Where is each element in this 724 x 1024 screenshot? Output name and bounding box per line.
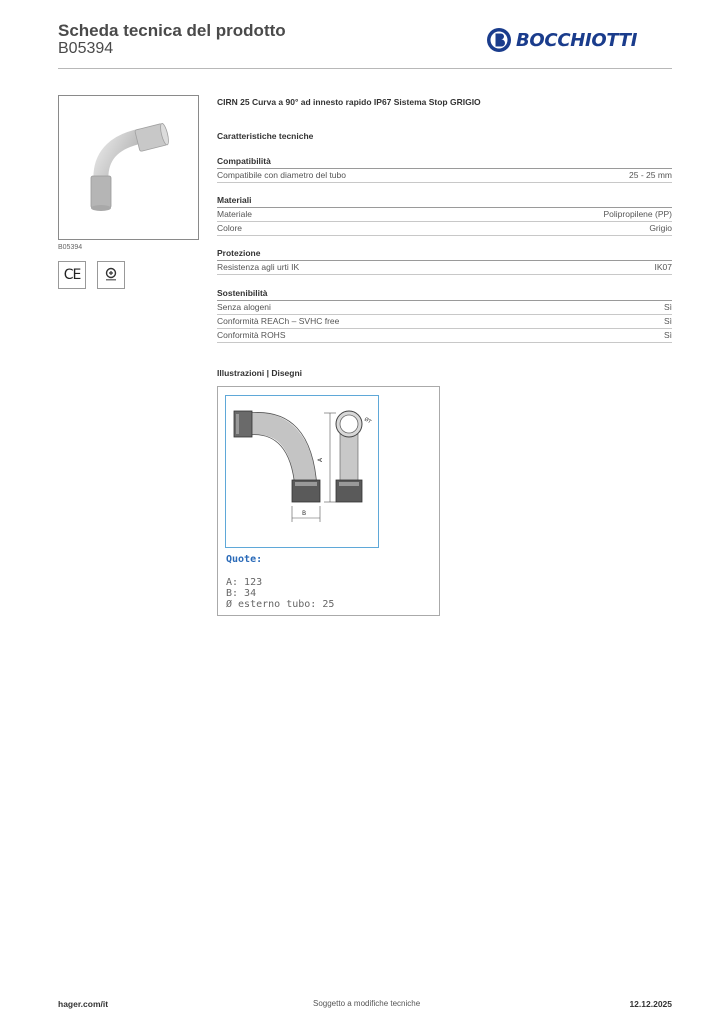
spec-label: Materiale <box>217 209 252 219</box>
spec-row <box>217 301 672 315</box>
technical-drawing <box>217 386 440 616</box>
spec-value: Polipropilene (PP) <box>603 209 672 219</box>
quote-title: Quote: <box>226 554 263 565</box>
ce-mark-label: CE <box>63 267 81 283</box>
spec-section-sustainability <box>217 287 672 343</box>
header-divider <box>58 68 672 69</box>
spec-label: Compatibile con diametro del tubo <box>217 170 346 180</box>
footer-website[interactable]: hager.com/it <box>58 999 109 1009</box>
curve-fitting-photo <box>59 96 198 239</box>
spec-value: 25 - 25 mm <box>629 170 672 180</box>
drawing-panel <box>225 395 379 548</box>
spec-value: IK07 <box>654 262 672 272</box>
spec-section-materials <box>217 194 672 236</box>
quote-line: Ø esterno tubo: 25 <box>226 599 335 610</box>
section-title: Sostenibilità <box>217 287 672 301</box>
section-title: Protezione <box>217 247 672 261</box>
illustrations-heading: Illustrazioni | Disegni <box>217 368 303 378</box>
dimension-drawing <box>226 396 378 547</box>
brand-name: BOCCHIOTTI <box>516 29 638 51</box>
spec-row <box>217 329 672 343</box>
section-title: Materiali <box>217 194 672 208</box>
halogen-free-icon <box>97 261 125 289</box>
product-code: B05394 <box>58 40 114 57</box>
section-title: Compatibilità <box>217 155 672 169</box>
spec-value: Grigio <box>649 223 672 233</box>
page-title: Scheda tecnica del prodotto <box>58 21 286 40</box>
ce-mark-icon <box>58 261 86 289</box>
spec-label: Senza alogeni <box>217 302 271 312</box>
spec-label: Conformità REACh – SVHC free <box>217 316 340 326</box>
spec-label: Resistenza agli urti IK <box>217 262 300 272</box>
dimension-diameter-label: ØT <box>363 416 373 426</box>
dimension-a-label: A <box>317 457 324 462</box>
footer-note: Soggetto a modifiche tecniche <box>313 999 421 1008</box>
product-title: CIRN 25 Curva a 90° ad innesto rapido IP67 Sistema Stop GRIGIO <box>217 97 481 107</box>
spec-value: Sì <box>663 316 672 326</box>
product-image <box>58 95 199 240</box>
spec-row <box>217 315 672 329</box>
specs-heading: Caratteristiche tecniche <box>217 131 314 141</box>
footer-date: 12.12.2025 <box>629 999 672 1009</box>
brand-logo <box>486 27 637 53</box>
spec-row <box>217 208 672 222</box>
image-caption: B05394 <box>58 244 83 251</box>
spec-label: Colore <box>217 223 243 233</box>
spec-label: Conformità ROHS <box>217 330 286 340</box>
spec-row <box>217 169 672 183</box>
dimension-b-label: B <box>302 510 307 517</box>
spec-section-protection <box>217 247 672 275</box>
spec-section-compatibility <box>217 155 672 183</box>
bocchiotti-logo-icon <box>486 27 512 53</box>
quote-line: A: 123 <box>226 577 263 588</box>
spec-value: Sì <box>663 330 672 340</box>
spec-row <box>217 261 672 275</box>
spec-row <box>217 222 672 236</box>
spec-value: Sì <box>663 302 672 312</box>
quote-line: B: 34 <box>226 588 257 599</box>
